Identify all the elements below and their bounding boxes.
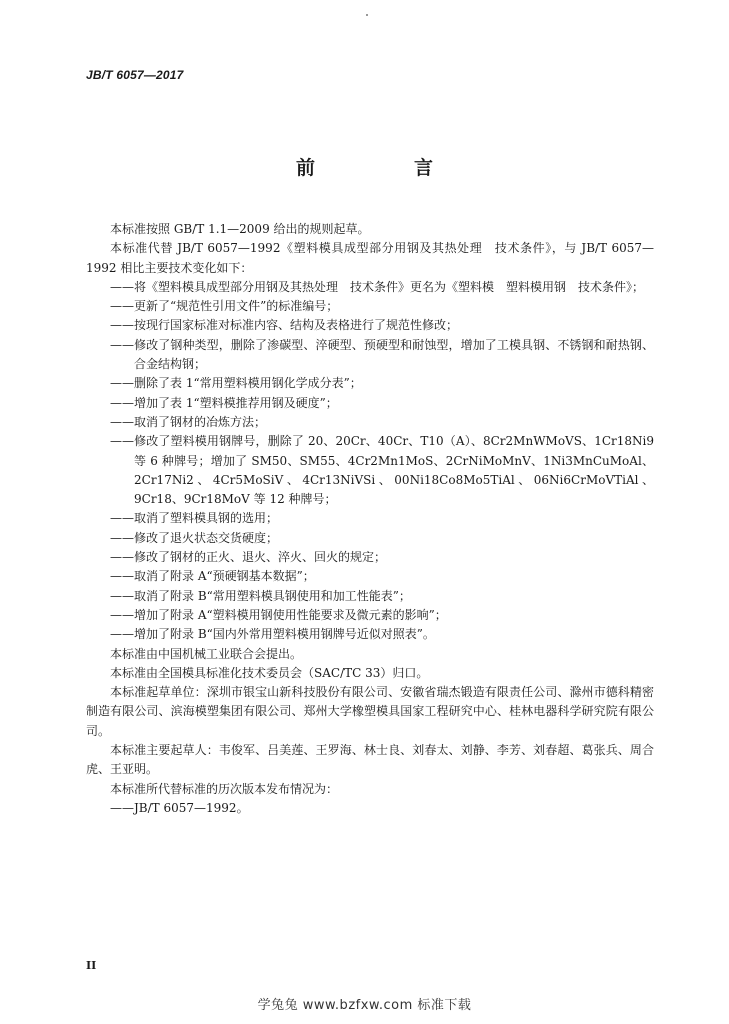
list-item: ——按现行国家标准对标准内容、结构及表格进行了规范性修改； — [110, 318, 459, 333]
page-number: II — [86, 959, 97, 972]
scan-mark — [366, 14, 368, 16]
list-item: ——增加了表 1“塑料模推荐用钢及硬度”； — [110, 395, 338, 410]
list-item: ——增加了附录 B“国内外常用塑料模用钢牌号近似对照表”。 — [110, 627, 435, 642]
list-item: ——删除了表 1“常用塑料模用钢化学成分表”； — [110, 376, 362, 391]
changes-list — [86, 278, 654, 645]
list-item: ——将《塑料模具成型部分用钢及其热处理 技术条件》更名为《塑料模 塑料模用钢 技术条件》； — [110, 279, 645, 294]
list-item: ——修改了钢种类型，删除了渗碳型、淬硬型、预硬型和耐蚀型，增加了工模具钢、不锈钢和耐热钢、合金结构钢； — [110, 337, 654, 372]
paragraph-proposer: 本标准由中国机械工业联合会提出。 — [110, 646, 303, 661]
list-item: ——修改了塑料模用钢牌号，删除了 20、20Cr、40Cr、T10（A）、8Cr2MnWMoVS、1Cr18Ni9 等 6 种牌号；增加了 SM50、SM55、4Cr2Mn1MoS、2CrNiMoMnV、1Ni3MnCuMoAl、2Cr17Ni2、4Cr5MoSiV、4Cr13NiVSi、00Ni18Co8Mo5TiAl、06Ni6CrMoVTiAl、9Cr18、9Cr18MoV 等 12 种牌号； — [110, 434, 654, 507]
list-item: ——取消了附录 A“预硬钢基本数据”； — [110, 569, 315, 584]
foreword-body — [86, 220, 654, 818]
footer-watermark: 学兔兔 www.bzfxw.com 标准下载 — [257, 998, 472, 1013]
paragraph-committee: 本标准由全国模具标准化技术委员会（SAC/TC 33）归口。 — [110, 665, 429, 680]
paragraph-history-intro: 本标准所代替标准的历次版本发布情况为： — [110, 781, 339, 796]
standard-code: JB/T 6057—2017 — [86, 68, 184, 82]
list-item: ——取消了钢材的冶炼方法； — [110, 414, 267, 429]
list-item: ——更新了“规范性引用文件”的标准编号； — [110, 299, 339, 314]
paragraph-drafting-units: 本标准起草单位：深圳市银宝山新科技股份有限公司、安徽省瑞杰锻造有限责任公司、滁州市德科精密制造有限公司、滨海模塑集团有限公司、郑州大学橡塑模具国家工程研究中心、桂林电器科学研究院有限公司。 — [86, 685, 654, 738]
list-item: ——JB/T 6057—1992。 — [110, 800, 249, 815]
list-item: ——增加了附录 A“塑料模用钢使用性能要求及微元素的影响”； — [110, 607, 447, 622]
page-title: 前 言 — [295, 157, 473, 179]
list-item: ——取消了附录 B“常用塑料模具钢使用和加工性能表”； — [110, 588, 411, 603]
list-item: ——修改了退火状态交货硬度； — [110, 530, 279, 545]
paragraph-replacement: 本标准代替 JB/T 6057—1992《塑料模具成型部分用钢及其热处理 技术条件》，与 JB/T 6057—1992 相比主要技术变化如下： — [86, 241, 654, 275]
list-item: ——修改了钢材的正火、退火、淬火、回火的规定； — [110, 550, 387, 565]
paragraph-drafting-rules: 本标准按照 GB/T 1.1—2009 给出的规则起草。 — [110, 222, 370, 236]
list-item: ——取消了塑料模具钢的选用； — [110, 511, 279, 526]
paragraph-drafters: 本标准主要起草人：韦俊军、吕美莲、王罗海、林士良、刘春太、刘静、李芳、刘春超、葛张兵、周合虎、王亚明。 — [86, 743, 654, 777]
